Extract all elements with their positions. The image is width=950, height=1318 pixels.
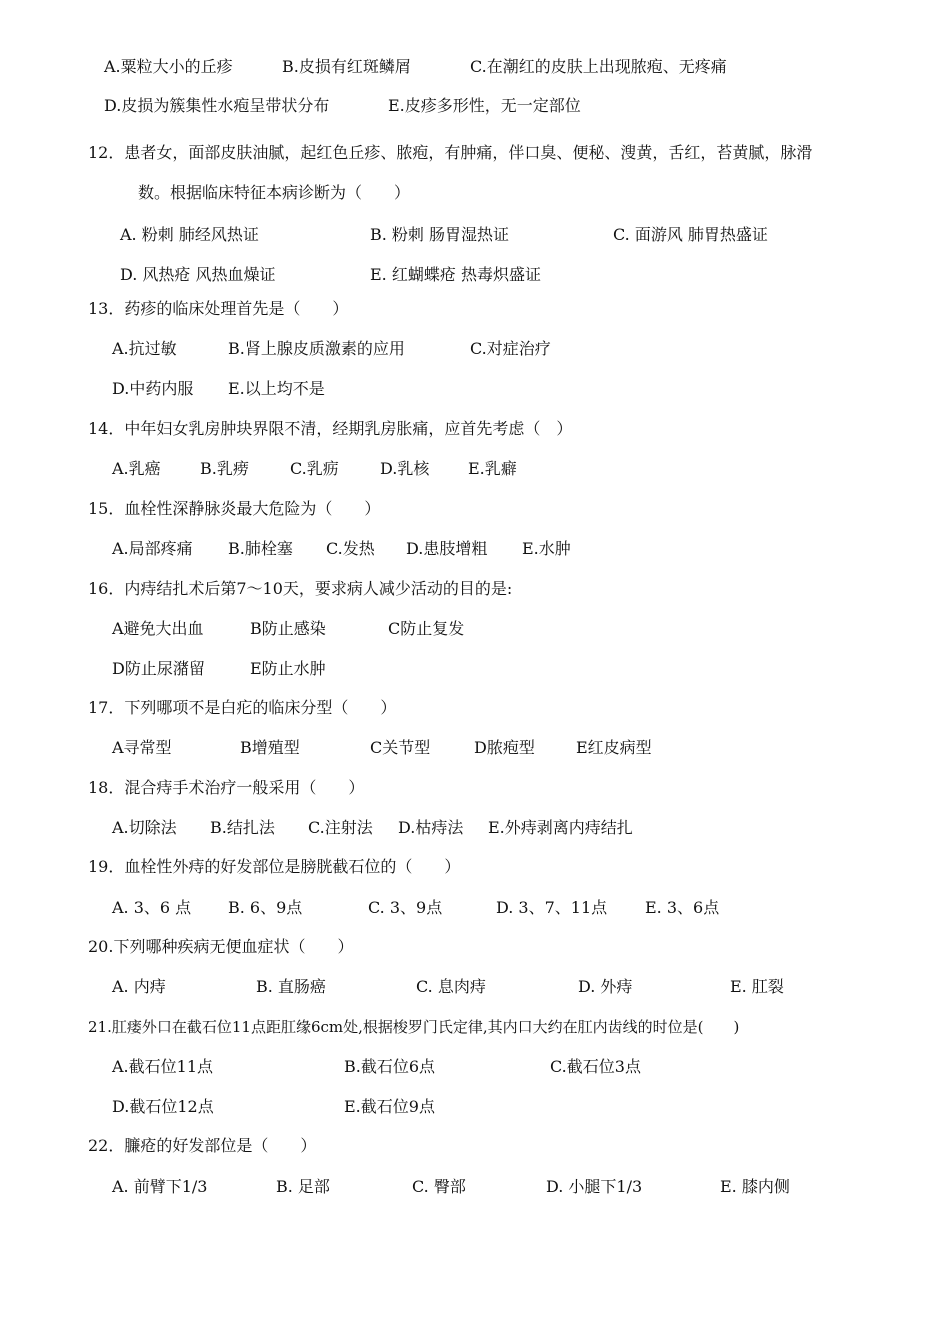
q15-option-a: A.局部疼痛 (112, 539, 193, 558)
q21-option-b: B.截石位6点 (344, 1057, 436, 1076)
q18-option-b: B.结扎法 (210, 818, 275, 837)
q21-option-c: C.截石位3点 (550, 1057, 641, 1076)
q22-option-d: D. 小腿下1/3 (546, 1177, 643, 1196)
q14-option-c: C.乳疬 (290, 459, 339, 478)
q14-option-b: B.乳痨 (200, 459, 249, 478)
q20-option-a: A. 内痔 (112, 977, 166, 996)
q11-option-b: B.皮损有红斑鳞屑 (282, 57, 411, 76)
q12-option-b: B. 粉刺 肠胃湿热证 (370, 225, 510, 244)
q21-stem: 21.肛瘘外口在截石位11点距肛缘6cm处,根据梭罗门氏定律,其内口大约在肛内齿线的时位是( ) (88, 1018, 740, 1036)
q11-option-e: E.皮疹多形性，无一定部位 (388, 96, 581, 115)
q17-option-a: A寻常型 (112, 738, 172, 757)
q15-option-e: E.水肿 (522, 539, 571, 558)
q19-option-a: A. 3、6 点 (112, 898, 192, 917)
q21-option-e: E.截石位9点 (344, 1097, 435, 1116)
q11-option-a: A.粟粒大小的丘疹 (104, 57, 233, 76)
q12-option-e: E. 红蝴蝶疮 热毒炽盛证 (370, 265, 541, 284)
q16-stem: 16．内痔结扎术后第7～10天，要求病人减少活动的目的是: (88, 579, 513, 598)
q16-option-e: E防止水肿 (250, 659, 326, 678)
q16-option-d: D防止尿潴留 (112, 659, 205, 678)
q15-option-b: B.肺栓塞 (228, 539, 293, 558)
q15-option-c: C.发热 (326, 539, 375, 558)
q18-option-d: D.枯痔法 (398, 818, 464, 837)
q14-option-a: A.乳癌 (112, 459, 161, 478)
q14-stem: 14．中年妇女乳房肿块界限不清，经期乳房胀痛，应首先考虑（ ） (88, 419, 573, 438)
q20-option-b: B. 直肠癌 (256, 977, 326, 996)
q21-option-d: D.截石位12点 (112, 1097, 214, 1116)
q12-option-d: D. 风热疮 风热血燥证 (120, 265, 276, 284)
q17-option-d: D脓疱型 (474, 738, 535, 757)
q15-option-d: D.患肢增粗 (406, 539, 488, 558)
q19-option-c: C. 3、9点 (368, 898, 443, 917)
q14-option-d: D.乳核 (380, 459, 430, 478)
q17-option-b: B增殖型 (240, 738, 300, 757)
q22-option-b: B. 足部 (276, 1177, 330, 1196)
q14-option-e: E.乳癖 (468, 459, 517, 478)
q18-option-a: A.切除法 (112, 818, 177, 837)
q12-option-c: C. 面游风 肺胃热盛证 (613, 225, 768, 244)
q16-option-a: A避免大出血 (112, 619, 204, 638)
q20-option-c: C. 息肉痔 (416, 977, 486, 996)
q13-option-e: E.以上均不是 (228, 379, 325, 398)
q22-option-c: C. 臀部 (412, 1177, 466, 1196)
q17-option-e: E红皮病型 (576, 738, 652, 757)
q20-option-e: E. 肛裂 (730, 977, 784, 996)
q17-stem: 17．下列哪项不是白疕的临床分型（ ） (88, 698, 397, 717)
q11-option-d: D.皮损为簇集性水疱呈带状分布 (104, 96, 330, 115)
q19-option-d: D. 3、7、11点 (496, 898, 608, 917)
q19-option-b: B. 6、9点 (228, 898, 303, 917)
q18-option-e: E.外痔剥离内痔结扎 (488, 818, 633, 837)
q11-option-c: C.在潮红的皮肤上出现脓疱、无疼痛 (470, 57, 727, 76)
q22-stem: 22．臁疮的好发部位是（ ） (88, 1136, 317, 1155)
q16-option-c: C防止复发 (388, 619, 465, 638)
q13-option-a: A.抗过敏 (112, 339, 177, 358)
q13-option-b: B.肾上腺皮质激素的应用 (228, 339, 405, 358)
q13-option-c: C.对症治疗 (470, 339, 551, 358)
q12-stem-line-1: 12．患者女，面部皮肤油腻，起红色丘疹、脓疱，有肿痛，伴口臭、便秘、溲黄，舌红，苔黄腻，脉滑 (88, 143, 813, 162)
q18-stem: 18．混合痔手术治疗一般采用（ ） (88, 778, 365, 797)
q18-option-c: C.注射法 (308, 818, 373, 837)
q22-option-e: E. 膝内侧 (720, 1177, 790, 1196)
q19-stem: 19．血栓性外痔的好发部位是膀胱截石位的（ ） (88, 857, 461, 876)
q20-stem: 20.下列哪种疾病无便血症状（ ） (88, 937, 354, 956)
q13-stem: 13．药疹的临床处理首先是（ ） (88, 299, 349, 318)
q22-option-a: A. 前臂下1/3 (112, 1177, 208, 1196)
q13-option-d: D.中药内服 (112, 379, 194, 398)
q12-stem-line-2: 数。根据临床特征本病诊断为（ ） (138, 183, 411, 202)
q12-option-a: A. 粉刺 肺经风热证 (120, 225, 259, 244)
q16-option-b: B防止感染 (250, 619, 326, 638)
q21-option-a: A.截石位11点 (112, 1057, 214, 1076)
q17-option-c: C关节型 (370, 738, 431, 757)
q19-option-e: E. 3、6点 (645, 898, 720, 917)
q20-option-d: D. 外痔 (578, 977, 633, 996)
q15-stem: 15．血栓性深静脉炎最大危险为（ ） (88, 499, 381, 518)
